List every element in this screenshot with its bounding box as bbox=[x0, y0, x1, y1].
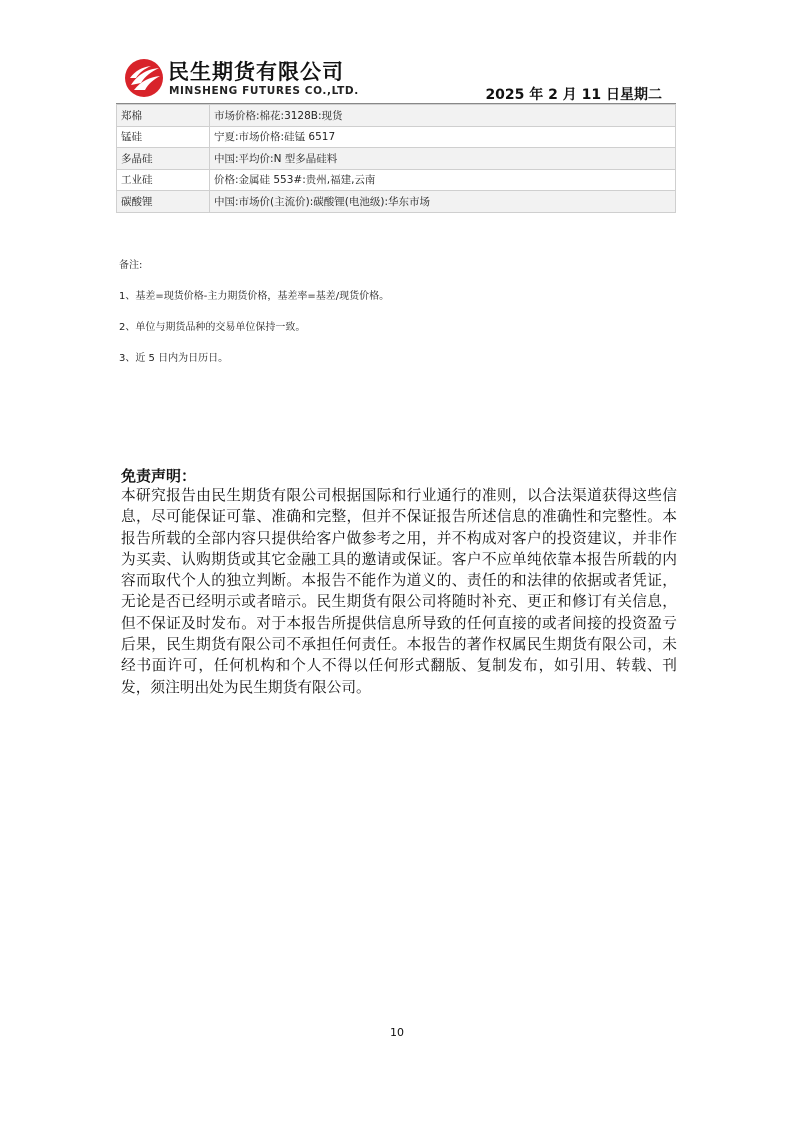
table-cell-name: 碳酸锂 bbox=[117, 191, 210, 213]
data-source-table bbox=[116, 104, 676, 213]
table-row bbox=[117, 148, 676, 170]
note-item: 3、近 5 日内为日历日。 bbox=[119, 353, 229, 364]
table-row bbox=[117, 126, 676, 148]
table-cell-name: 多晶硅 bbox=[117, 148, 210, 170]
notes-title: 备注: bbox=[119, 260, 143, 271]
page-number: 10 bbox=[390, 1026, 404, 1039]
company-logo bbox=[124, 56, 364, 102]
company-name-en: MINSHENG FUTURES CO.,LTD. bbox=[169, 85, 359, 97]
table-row bbox=[117, 169, 676, 191]
disclaimer-body: 本研究报告由民生期货有限公司根据国际和行业通行的准则，以合法渠道获得这些信息，尽可能保证可靠、准确和完整，但并不保证报告所述信息的准确性和完整性。本报告所载的全部内容只提供给客户做参考之用，并不构成对客户的投资建议，并非作为买卖、认购期货或其它金融工具的邀请或保证。客户不应单纯依靠本报告所载的内容而取代个人的独立判断。本报告不能作为道义的、责任的和法律的依据或者凭证，无论是否已经明示或者暗示。民生期货有限公司将随时补充、更正和修订有关信息，但不保证及时发布。对于本报告所提供信息所导致的任何直接的或者间接的投资盈亏后果，民生期货有限公司不承担任何责任。本报告的著作权属民生期货有限公司，未经书面许可，任何机构和个人不得以任何形式翻版、复制发布，如引用、转载、刊发，须注明出处为民生期货有限公司。 bbox=[121, 487, 677, 696]
table-cell-source: 价格:金属硅 553#:贵州,福建,云南 bbox=[210, 169, 676, 191]
company-name-cn: 民生期货有限公司 bbox=[168, 60, 344, 84]
table-row bbox=[117, 191, 676, 213]
notes-section bbox=[119, 259, 389, 383]
note-item: 1、基差=现货价格-主力期货价格，基差率=基差/现货价格。 bbox=[119, 291, 390, 302]
table-cell-source: 市场价格:棉花:3128B:现货 bbox=[210, 105, 676, 127]
table-cell-name: 郑棉 bbox=[117, 105, 210, 127]
note-item: 2、单位与期货品种的交易单位保持一致。 bbox=[119, 322, 306, 333]
table-cell-name: 锰硅 bbox=[117, 126, 210, 148]
report-date: 2025 年 2 月 11 日星期二 bbox=[485, 87, 662, 103]
table-cell-name: 工业硅 bbox=[117, 169, 210, 191]
disclaimer-title: 免责声明： bbox=[121, 467, 197, 485]
table-row bbox=[117, 105, 676, 127]
table-cell-source: 中国:市场价(主流价):碳酸锂(电池级):华东市场 bbox=[210, 191, 676, 213]
minsheng-logo-icon bbox=[124, 58, 164, 98]
table-cell-source: 宁夏:市场价格:硅锰 6517 bbox=[210, 126, 676, 148]
table-cell-source: 中国:平均价:N 型多晶硅料 bbox=[210, 148, 676, 170]
